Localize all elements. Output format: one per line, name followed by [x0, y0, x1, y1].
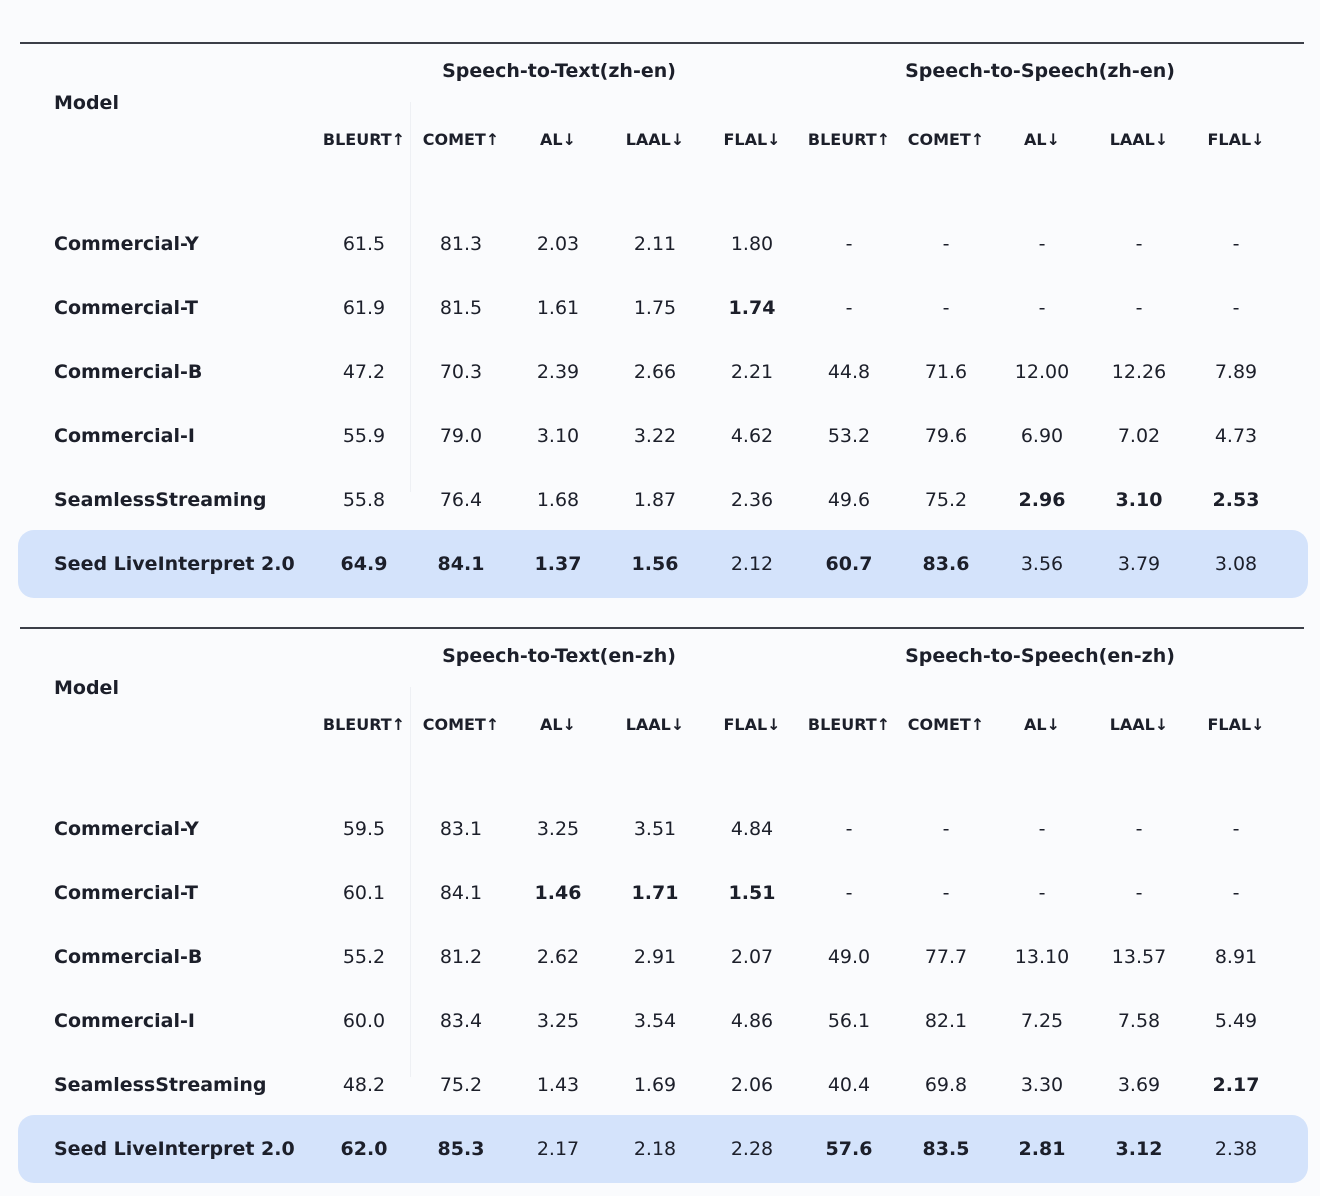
value-cell: - [1038, 882, 1046, 904]
metric-header: BLEURT↑ [322, 715, 406, 734]
table-row [18, 340, 1308, 404]
value-cell: 81.3 [439, 233, 483, 255]
value-cell: 3.30 [1020, 1074, 1064, 1096]
value-cell: 64.9 [340, 553, 388, 575]
value-cell: - [1232, 233, 1240, 255]
value-cell: 49.6 [827, 489, 871, 511]
value-cell: 1.43 [536, 1074, 580, 1096]
value-cell: 13.10 [1014, 946, 1070, 968]
value-cell: 2.36 [730, 489, 774, 511]
value-cell: 7.02 [1117, 425, 1161, 447]
value-cell: 55.9 [342, 425, 386, 447]
value-cell: 2.62 [536, 946, 580, 968]
value-cell: - [845, 297, 853, 319]
value-cell: 3.79 [1117, 553, 1161, 575]
value-cell: 61.9 [342, 297, 386, 319]
value-cell: 7.25 [1020, 1010, 1064, 1032]
table-row [18, 989, 1308, 1053]
metric-header: COMET↑ [422, 130, 500, 149]
value-cell: 1.80 [730, 233, 774, 255]
results-table-2 [0, 627, 1320, 1187]
value-cell: 4.73 [1214, 425, 1258, 447]
value-cell: - [1232, 297, 1240, 319]
metric-header: COMET↑ [907, 715, 985, 734]
value-cell: 83.5 [922, 1138, 970, 1160]
value-cell: 57.6 [825, 1138, 873, 1160]
value-cell: 1.61 [536, 297, 580, 319]
metric-header: FLAL↓ [1207, 715, 1265, 734]
value-cell: 83.6 [922, 553, 970, 575]
value-cell: 1.75 [633, 297, 677, 319]
value-cell: 82.1 [924, 1010, 968, 1032]
value-cell: - [1135, 882, 1143, 904]
value-cell: 3.56 [1020, 553, 1064, 575]
value-cell: 59.5 [342, 818, 386, 840]
value-cell: 4.84 [730, 818, 774, 840]
metric-header: BLEURT↑ [807, 715, 891, 734]
value-cell: 1.87 [633, 489, 677, 511]
value-cell: 55.2 [342, 946, 386, 968]
value-cell: 5.49 [1214, 1010, 1258, 1032]
metric-header: BLEURT↑ [807, 130, 891, 149]
value-cell: 1.51 [728, 882, 776, 904]
value-cell: 81.2 [439, 946, 483, 968]
value-cell: 3.10 [1115, 489, 1163, 511]
value-cell: - [1135, 233, 1143, 255]
value-cell: 2.06 [730, 1074, 774, 1096]
group-header: Speech-to-Speech(zh-en) [905, 60, 1175, 82]
value-cell: 7.89 [1214, 361, 1258, 383]
value-cell: 2.39 [536, 361, 580, 383]
value-cell: 3.54 [633, 1010, 677, 1032]
group-header: Speech-to-Text(en-zh) [442, 645, 676, 667]
highlighted-row [18, 1115, 1308, 1183]
value-cell: 2.03 [536, 233, 580, 255]
value-cell: 77.7 [924, 946, 968, 968]
model-name: SeamlessStreaming [54, 1074, 267, 1096]
table-row [18, 404, 1308, 468]
value-cell: - [942, 818, 950, 840]
value-cell: 71.6 [924, 361, 968, 383]
value-cell: 7.58 [1117, 1010, 1161, 1032]
table-row [18, 861, 1308, 925]
table-row [18, 925, 1308, 989]
metric-header: AL↓ [540, 715, 576, 734]
model-name: Commercial-T [54, 297, 199, 319]
value-cell: 2.11 [633, 233, 677, 255]
value-cell: 2.53 [1212, 489, 1260, 511]
value-cell: 75.2 [439, 1074, 483, 1096]
value-cell: 8.91 [1214, 946, 1258, 968]
value-cell: 3.69 [1117, 1074, 1161, 1096]
metric-header: LAAL↓ [625, 130, 685, 149]
model-name: Commercial-B [54, 361, 203, 383]
value-cell: 1.68 [536, 489, 580, 511]
metric-header: FLAL↓ [1207, 130, 1265, 149]
model-name: Seed LiveInterpret 2.0 [54, 553, 295, 575]
metric-header: FLAL↓ [723, 715, 781, 734]
model-name: Commercial-I [54, 425, 195, 447]
value-cell: 3.10 [536, 425, 580, 447]
metric-header: BLEURT↑ [322, 130, 406, 149]
results-table-1 [0, 42, 1320, 602]
value-cell: - [1232, 818, 1240, 840]
value-cell: 47.2 [342, 361, 386, 383]
value-cell: 70.3 [439, 361, 483, 383]
value-cell: 4.62 [730, 425, 774, 447]
group-header: Speech-to-Text(zh-en) [442, 60, 676, 82]
value-cell: - [942, 882, 950, 904]
value-cell: 12.00 [1014, 361, 1070, 383]
value-cell: - [1038, 233, 1046, 255]
value-cell: 2.96 [1018, 489, 1066, 511]
model-name: Commercial-I [54, 1010, 195, 1032]
value-cell: 2.17 [536, 1138, 580, 1160]
value-cell: 44.8 [827, 361, 871, 383]
value-cell: 83.1 [439, 818, 483, 840]
value-cell: 2.28 [730, 1138, 774, 1160]
value-cell: 3.25 [536, 1010, 580, 1032]
value-cell: - [845, 818, 853, 840]
value-cell: - [942, 297, 950, 319]
value-cell: 83.4 [439, 1010, 483, 1032]
value-cell: 1.46 [534, 882, 582, 904]
value-cell: 2.21 [730, 361, 774, 383]
value-cell: 60.7 [825, 553, 873, 575]
value-cell: 1.71 [631, 882, 679, 904]
value-cell: 60.0 [342, 1010, 386, 1032]
highlighted-row [18, 530, 1308, 598]
value-cell: 84.1 [437, 553, 485, 575]
value-cell: 56.1 [827, 1010, 871, 1032]
value-cell: - [942, 233, 950, 255]
model-name: Commercial-T [54, 882, 199, 904]
value-cell: 69.8 [924, 1074, 968, 1096]
value-cell: 81.5 [439, 297, 483, 319]
value-cell: 53.2 [827, 425, 871, 447]
metric-header: FLAL↓ [723, 130, 781, 149]
metric-header: LAAL↓ [1109, 715, 1169, 734]
value-cell: 13.57 [1111, 946, 1167, 968]
table-row [18, 212, 1308, 276]
value-cell: - [845, 882, 853, 904]
value-cell: 1.69 [633, 1074, 677, 1096]
value-cell: 2.12 [730, 553, 774, 575]
value-cell: 3.12 [1115, 1138, 1163, 1160]
table-row [18, 1053, 1308, 1117]
table-row [18, 468, 1308, 532]
metric-header: COMET↑ [907, 130, 985, 149]
value-cell: 2.07 [730, 946, 774, 968]
value-cell: 60.1 [342, 882, 386, 904]
value-cell: 40.4 [827, 1074, 871, 1096]
value-cell: 48.2 [342, 1074, 386, 1096]
value-cell: 1.74 [728, 297, 776, 319]
model-name: Commercial-Y [54, 818, 199, 840]
metric-header: COMET↑ [422, 715, 500, 734]
value-cell: 79.6 [924, 425, 968, 447]
model-column-header: Model [54, 92, 119, 114]
model-column-header: Model [54, 677, 119, 699]
metric-header: AL↓ [540, 130, 576, 149]
value-cell: 2.81 [1018, 1138, 1066, 1160]
table-top-rule [20, 627, 1304, 629]
table-row [18, 797, 1308, 861]
table-row [18, 276, 1308, 340]
value-cell: - [1038, 297, 1046, 319]
value-cell: 6.90 [1020, 425, 1064, 447]
value-cell: - [1232, 882, 1240, 904]
value-cell: - [1038, 818, 1046, 840]
value-cell: 4.86 [730, 1010, 774, 1032]
value-cell: 84.1 [439, 882, 483, 904]
value-cell: 12.26 [1111, 361, 1167, 383]
model-name: Commercial-Y [54, 233, 199, 255]
value-cell: 2.38 [1214, 1138, 1258, 1160]
metric-header: AL↓ [1024, 130, 1060, 149]
value-cell: 1.37 [534, 553, 582, 575]
value-cell: 85.3 [437, 1138, 485, 1160]
value-cell: - [845, 233, 853, 255]
table-top-rule [20, 42, 1304, 44]
value-cell: 2.18 [633, 1138, 677, 1160]
value-cell: 49.0 [827, 946, 871, 968]
value-cell: 75.2 [924, 489, 968, 511]
value-cell: 3.25 [536, 818, 580, 840]
value-cell: 3.51 [633, 818, 677, 840]
value-cell: 79.0 [439, 425, 483, 447]
model-name: SeamlessStreaming [54, 489, 267, 511]
value-cell: 3.08 [1214, 553, 1258, 575]
model-name: Commercial-B [54, 946, 203, 968]
value-cell: 2.91 [633, 946, 677, 968]
metric-header: LAAL↓ [1109, 130, 1169, 149]
value-cell: 2.66 [633, 361, 677, 383]
value-cell: 3.22 [633, 425, 677, 447]
value-cell: 1.56 [631, 553, 679, 575]
metric-header: LAAL↓ [625, 715, 685, 734]
value-cell: 76.4 [439, 489, 483, 511]
value-cell: 55.8 [342, 489, 386, 511]
value-cell: 2.17 [1212, 1074, 1260, 1096]
model-name: Seed LiveInterpret 2.0 [54, 1138, 295, 1160]
group-header: Speech-to-Speech(en-zh) [905, 645, 1175, 667]
value-cell: - [1135, 297, 1143, 319]
metric-header: AL↓ [1024, 715, 1060, 734]
value-cell: 62.0 [340, 1138, 388, 1160]
value-cell: 61.5 [342, 233, 386, 255]
value-cell: - [1135, 818, 1143, 840]
